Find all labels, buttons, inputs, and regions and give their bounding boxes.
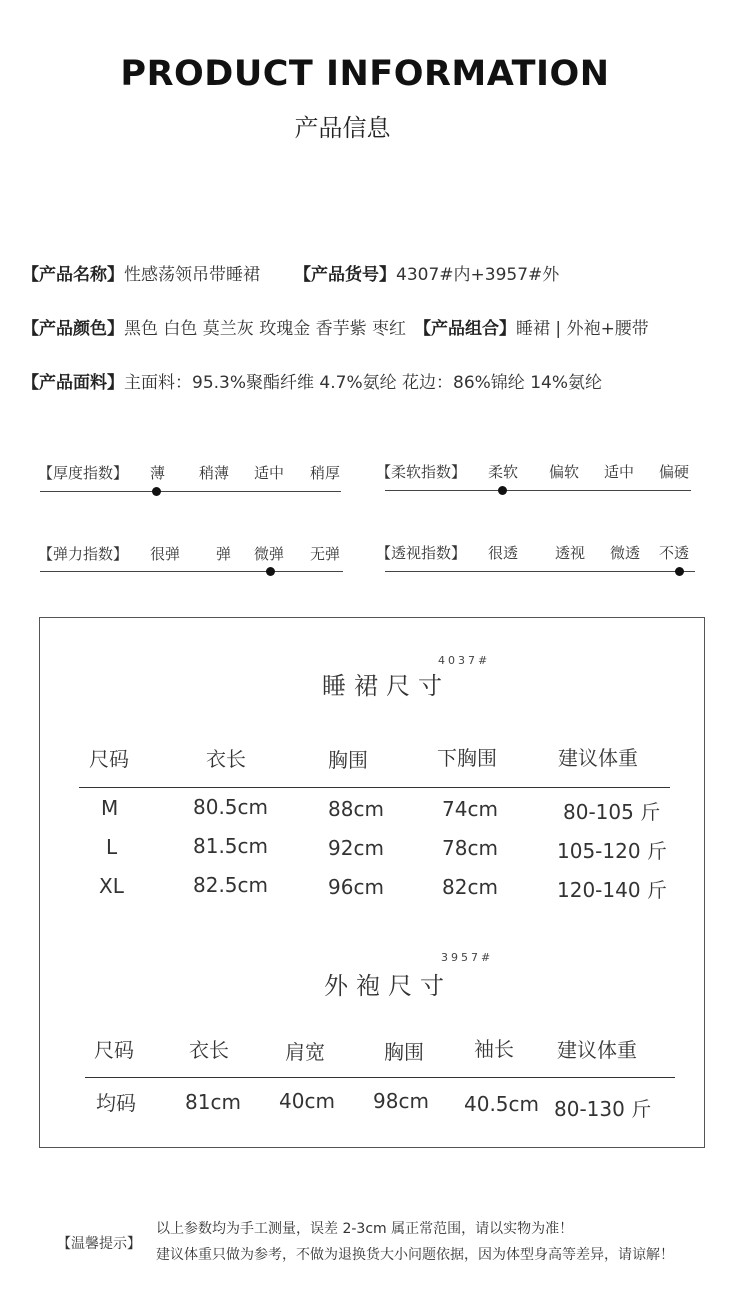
robe-header: 胸围 (384, 1040, 424, 1064)
tips-line-2: 建议体重只做为参考，不做为退换货大小问题依据，因为体型身高等差异，请谅解！ (156, 1247, 674, 1263)
dress-cell: 82.5cm (193, 873, 269, 897)
dress-cell: L (106, 835, 118, 859)
combo-label: 【产品组合】 (414, 319, 517, 339)
softness-scale-line (385, 490, 691, 491)
thickness-index-label: 【厚度指数】 (38, 464, 129, 482)
name-value: 性感荡领吊带睡裙 (124, 265, 260, 285)
softness-option: 适中 (604, 463, 635, 481)
softness-option: 偏软 (549, 463, 580, 481)
transparency-index-label: 【透视指数】 (376, 544, 467, 562)
dress-cell: 78cm (442, 836, 498, 860)
robe-cell: 98cm (373, 1089, 429, 1113)
robe-code: 3957# (441, 951, 494, 964)
elasticity-option: 弹 (216, 545, 232, 563)
softness-option: 柔软 (488, 463, 519, 481)
softness-marker (498, 486, 507, 495)
elasticity-option: 很弹 (150, 545, 181, 563)
thickness-option: 适中 (254, 464, 285, 482)
transparency-option: 微透 (610, 544, 641, 562)
robe-header: 建议体重 (557, 1038, 637, 1062)
robe-header-rule (85, 1077, 675, 1078)
code-label: 【产品货号】 (294, 265, 396, 285)
page-title-en: PRODUCT INFORMATION (120, 54, 610, 94)
robe-cell: 40cm (279, 1089, 335, 1113)
elasticity-option: 微弹 (254, 545, 285, 563)
elasticity-option: 无弹 (310, 545, 341, 563)
dress-cell: 74cm (442, 797, 498, 821)
color-value: 黑色 白色 莫兰灰 玫瑰金 香芋紫 枣红 (124, 319, 407, 339)
thickness-scale-line (40, 491, 341, 492)
dress-cell: 92cm (328, 836, 384, 860)
dress-cell: 105-120 斤 (557, 839, 667, 863)
dress-cell: 80-105 斤 (563, 800, 661, 824)
robe-header: 尺码 (94, 1038, 134, 1062)
dress-cell: 80.5cm (193, 795, 269, 819)
robe-header: 袖长 (474, 1037, 514, 1061)
dress-cell: 81.5cm (193, 834, 269, 858)
dress-cell: M (101, 796, 119, 820)
robe-cell: 均码 (96, 1091, 136, 1115)
dress-cell: XL (99, 874, 124, 898)
dress-header: 下胸围 (437, 746, 497, 770)
elasticity-marker (266, 567, 275, 576)
softness-option: 偏硬 (659, 463, 690, 481)
info-line-3 (22, 368, 602, 393)
dress-size-title: 睡裙尺寸 (322, 672, 450, 700)
transparency-marker (675, 567, 684, 576)
dress-header: 衣长 (206, 747, 246, 771)
dress-cell: 96cm (328, 875, 384, 899)
code-value: 4307#内+3957#外 (396, 265, 560, 285)
dress-cell: 82cm (442, 875, 498, 899)
combo-value: 睡裙 | 外袍+腰带 (516, 319, 649, 339)
robe-header: 肩宽 (285, 1040, 325, 1064)
transparency-option: 透视 (555, 544, 586, 562)
robe-cell: 40.5cm (464, 1092, 540, 1116)
dress-header: 尺码 (89, 747, 129, 771)
transparency-option: 不透 (659, 544, 690, 562)
thickness-option: 稍厚 (310, 464, 341, 482)
dress-header: 胸围 (328, 748, 368, 772)
dress-header-rule (79, 787, 670, 788)
color-label: 【产品颜色】 (22, 319, 124, 339)
info-line-1 (22, 260, 559, 285)
info-line-2 (22, 314, 649, 339)
name-label: 【产品名称】 (22, 265, 124, 285)
robe-size-title: 外袍尺寸 (324, 972, 452, 1000)
dress-cell: 120-140 斤 (557, 878, 667, 902)
elasticity-scale-line (40, 571, 343, 572)
robe-cell: 81cm (185, 1090, 241, 1114)
elasticity-index-label: 【弹力指数】 (38, 545, 129, 563)
fabric-value: 主面料：95.3%聚酯纤维 4.7%氨纶 花边：86%锦纶 14%氨纶 (124, 373, 602, 393)
transparency-scale-line (385, 571, 695, 572)
page-title-cn: 产品信息 (294, 114, 391, 142)
thickness-option: 稍薄 (199, 464, 230, 482)
transparency-option: 很透 (488, 544, 519, 562)
robe-cell: 80-130 斤 (554, 1097, 652, 1121)
dress-code: 4037# (438, 654, 491, 667)
robe-header: 衣长 (189, 1038, 229, 1062)
tips-label: 【温馨提示】 (57, 1236, 141, 1252)
thickness-marker (152, 487, 161, 496)
softness-index-label: 【柔软指数】 (376, 463, 467, 481)
thickness-option: 薄 (150, 464, 166, 482)
tips-line-1: 以上参数均为手工测量，误差 2-3cm 属正常范围，请以实物为准！ (156, 1221, 574, 1237)
dress-cell: 88cm (328, 797, 384, 821)
dress-header: 建议体重 (558, 746, 638, 770)
fabric-label: 【产品面料】 (22, 373, 124, 393)
